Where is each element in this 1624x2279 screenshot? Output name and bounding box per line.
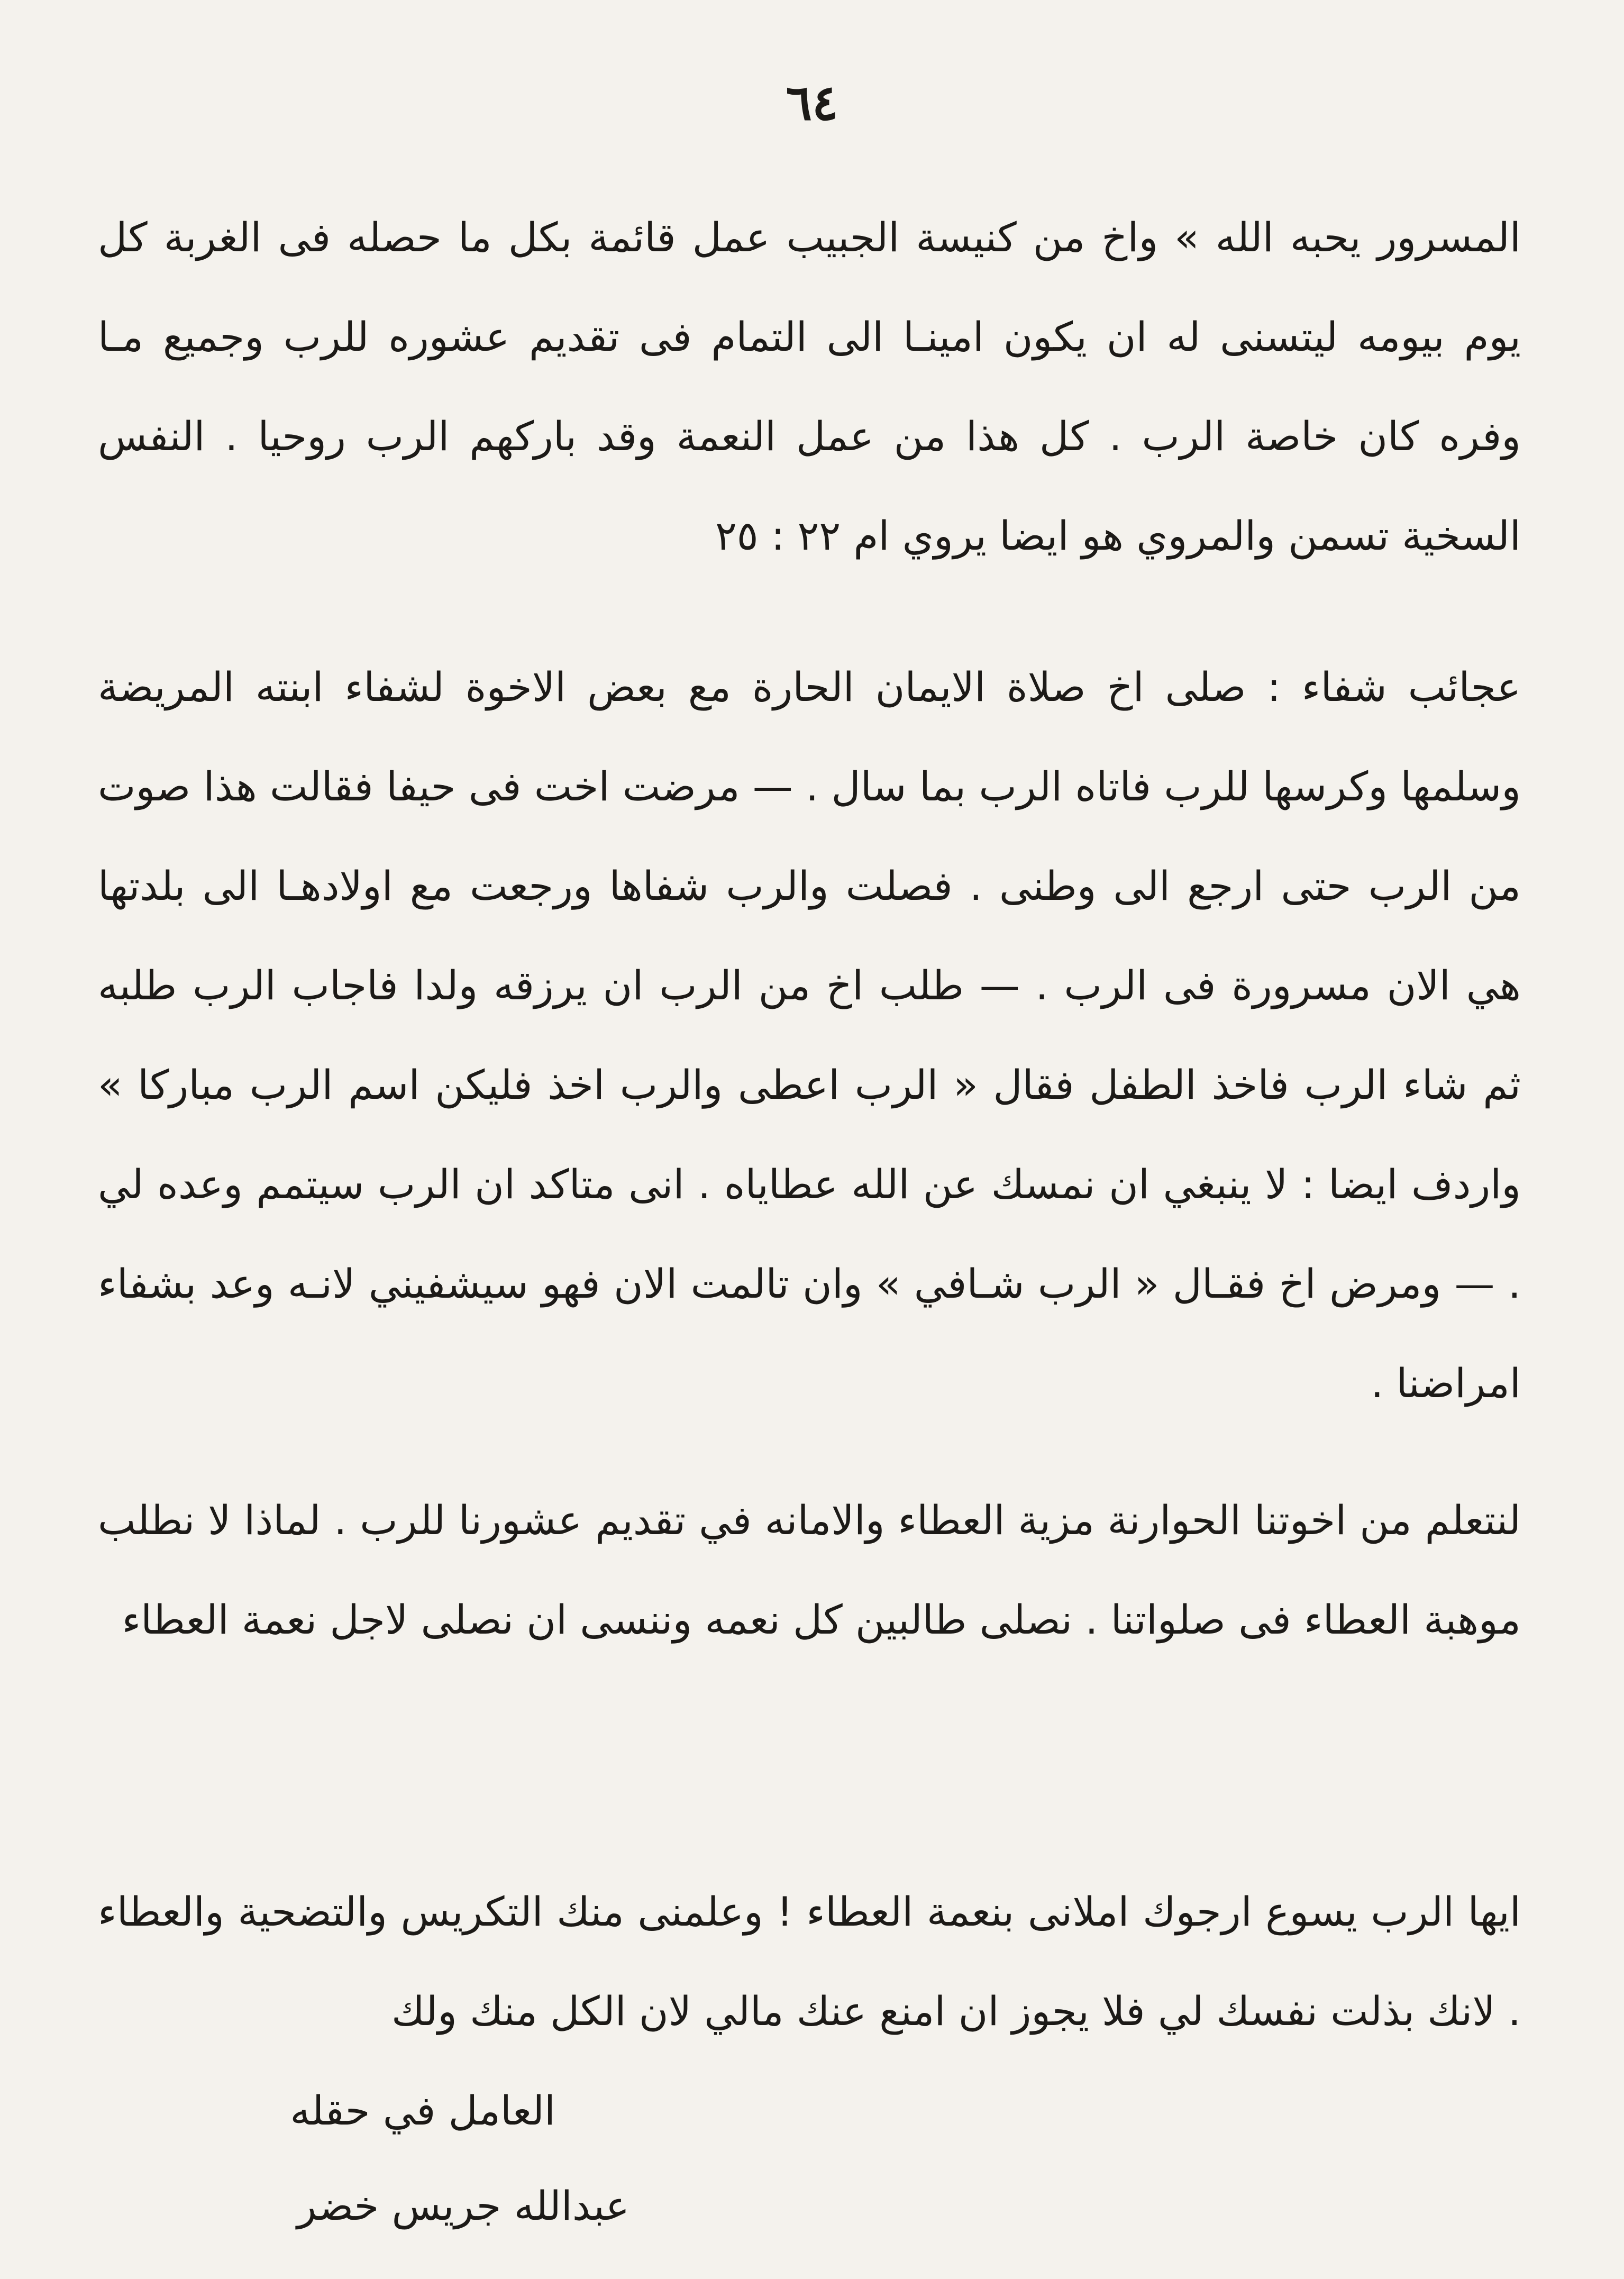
paragraph-lesson-giving	[98, 1471, 1521, 1670]
paragraph-text: لنتعلم من اخوتنا الحوارنة مزية العطاء والامانه في تقديم عشورنا للرب . لماذا لا نطلب موهبة العطاء فى صلواتنا . نصلى طالبين كل نعمه وننسى ان نصلى لاجل نعمة العطاء	[98, 1497, 1521, 1643]
paragraph-prayer	[98, 1862, 1521, 2061]
paragraph-tithing-account	[98, 188, 1521, 586]
signature-role: العامل في حقله	[290, 2087, 555, 2134]
paragraph-healing-wonders	[98, 637, 1521, 1433]
signature-name: عبدالله جريس خضر	[297, 2182, 629, 2229]
paragraph-text: المسرور يحبه الله » واخ من كنيسة الجبيب عمل قائمة بكل ما حصله فى الغربة كل يوم بيومه ليتسنى له ان يكون امينـا الى التمام فى تقديم عشوره للرب وجميع مـا وفره كان خاصة الرب . كل هذا من عمل النعمة وقد باركهم الرب روحيا . النفس السخية تسمن والمروي هو ايضا يروي ام ٢٢ : ٢٥	[98, 214, 1521, 559]
paragraph-text: عجائب شفاء : صلى اخ صلاة الايمان الحارة مع بعض الاخوة لشفاء ابنته المريضة وسلمها وكرسها للرب فاتاه الرب بما سال . — مرضت اخت فى حيفا فقالت هذا صوت من الرب حتى ارجع الى وطنى . فصلت والرب شفاها ورجعت مع اولادهـا الى بلدتها هي الان مسرورة فى الرب . — طلب اخ من الرب ان يرزقه ولدا فاجاب الرب طلبه ثم شاء الرب فاخذ الطفل فقال « الرب اعطى والرب اخذ فليكن اسم الرب مباركا » واردف ايضا : لا ينبغي ان نمسك عن الله عطاياه . انى متاكد ان الرب سيتمم وعده لي . — ومرض اخ فقـال « الرب شـافي » وان تالمت الان فهو سيشفيني لانـه وعد بشفاء امراضنا .	[98, 663, 1521, 1407]
page-number: ٦٤	[786, 74, 838, 131]
paragraph-text: ايها الرب يسوع ارجوك املانى بنعمة العطاء ! وعلمنى منك التكريس والتضحية والعطاء . لانك بذلت نفسك لي فلا يجوز ان امنع عنك مالي لان الكل منك ولك	[98, 1888, 1521, 2035]
